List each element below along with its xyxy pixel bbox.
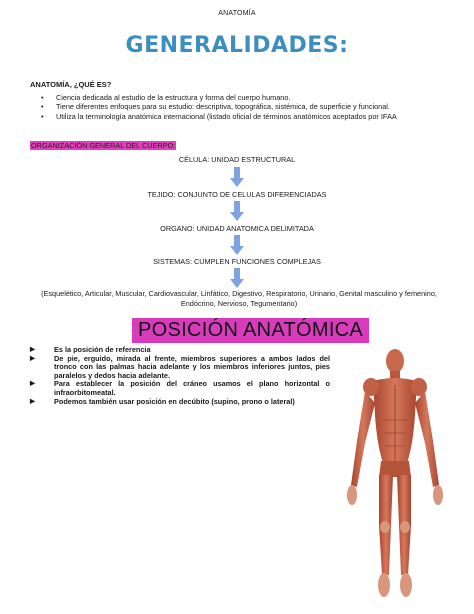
position-item: ▶ De pie, erguido, mirada al frente, miembros superiores a ambos lados del tronco con las palmas hacia adelante y los miembros inferiores juntos, pies paralelos y dedos hacia adelante. [30, 355, 330, 381]
position-item: ▶ Es la posición de referencia [30, 346, 330, 355]
anatomical-muscle-figure-icon [335, 345, 455, 607]
position-title: POSICIÓN ANATÓMICA [132, 318, 369, 343]
page-header: ANATOMÍA [218, 10, 256, 17]
level-organ: ORGANO: UNIDAD ANATOMICA DELIMITADA [160, 224, 314, 233]
down-arrow-icon [230, 201, 244, 221]
down-arrow-icon [230, 235, 244, 255]
position-list [30, 346, 330, 406]
page-title: GENERALIDADES: [125, 33, 349, 58]
level-tissue: TEJIDO: CONJUNTO DE CELULAS DIFERENCIADAS [147, 190, 327, 199]
section-question: ANATOMÍA, ¿QUÉ ES? [30, 80, 112, 89]
definition-item: • Utiliza la terminología anatómica internacional (listado oficial de términos anatómicos aceptados por IFAA [30, 112, 450, 121]
definition-item: • Tiene diferentes enfoques para su estudio: descriptiva, topográfica, sistémica, de superficie y funcional. [30, 102, 450, 111]
position-item: ▶ Para establecer la posición del cráneo usamos el plano horizontal o infraorbitomeatal. [30, 380, 330, 397]
position-item: ▶ Podemos también usar posición en decúbito (supino, prono o lateral) [30, 398, 330, 407]
organization-label: ORGANIZACIÓN GENERAL DEL CUERPO: [31, 141, 176, 150]
level-cell: CÉLULA: UNIDAD ESTRUCTURAL [178, 155, 296, 164]
definition-list [30, 93, 450, 121]
down-arrow-icon [230, 268, 244, 288]
down-arrow-icon [230, 167, 244, 187]
definition-item: • Ciencia dedicada al estudio de la estructura y forma del cuerpo humano. [30, 93, 450, 102]
level-systems: SISTEMAS: CUMPLEN FUNCIONES COMPLEJAS [153, 257, 321, 266]
systems-list: (Esquelético, Articular, Muscular, Cardiovascular, Linfático, Digestivo, Respiratorio, Urinario, Genital masculino y femenino, Endócrino, Nervioso, Tegumentario) [41, 289, 437, 308]
